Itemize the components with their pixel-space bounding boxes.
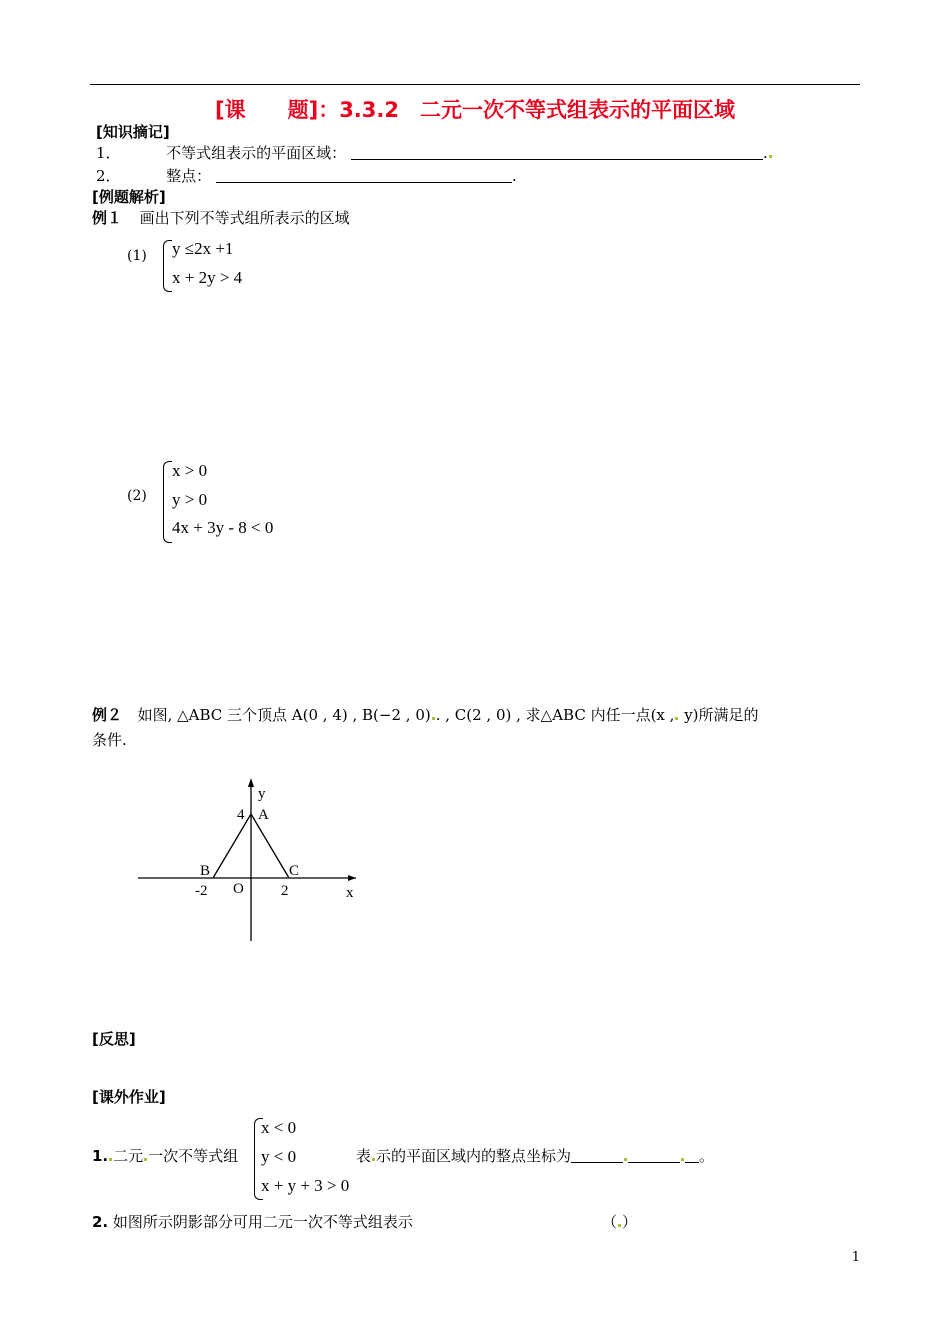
label-c: C	[289, 863, 300, 879]
knowledge-heading: [知识摘记]	[96, 123, 170, 141]
item-label: 不等式组表示的平面区域：	[166, 144, 347, 162]
q1-text-c: 表	[356, 1147, 372, 1165]
answer-blank[interactable]	[685, 1148, 699, 1163]
system-1-brace	[163, 240, 172, 292]
y-arrow-icon	[248, 778, 254, 787]
example-2-text-b: . , C(2 , 0) , 求△ABC 内任一点(x ,	[435, 706, 675, 724]
item-number: 1．	[96, 144, 121, 162]
homework-heading: [课外作业]	[92, 1088, 166, 1106]
system-1-line-2: x + 2y > 4	[172, 268, 243, 287]
answer-blank[interactable]	[571, 1148, 623, 1163]
edge-ab	[213, 814, 251, 878]
system-1-tag: (1)	[127, 248, 147, 264]
example-2-text-c: y)所满足的	[679, 706, 759, 724]
example-2-text-a: 如图, △ABC 三个顶点 A(0 , 4) , B(−2 , 0)	[137, 706, 431, 724]
knowledge-item-2: 2． 整点： .	[96, 167, 517, 185]
examples-heading: [例题解析]	[92, 188, 166, 206]
page-title: [课 题]：3.3.2 二元一次不等式组表示的平面区域	[215, 98, 735, 122]
example-2-line	[92, 704, 759, 725]
system-2-line-2: y > 0	[172, 490, 208, 509]
example-1-text: 画出下列不等式组所表示的区域	[139, 209, 350, 227]
homework-q1-tail: 表 示的平面区域内的整点坐标为 。	[356, 1147, 715, 1165]
example-2-line-2: 条件.	[92, 731, 127, 749]
answer-blank[interactable]	[216, 168, 512, 183]
example-2-label: 例２	[92, 706, 123, 724]
answer-blank[interactable]	[628, 1148, 680, 1163]
example-1-label: 例１	[92, 209, 123, 227]
answer-blank[interactable]	[351, 145, 763, 160]
system-2-line-1: x > 0	[172, 461, 208, 480]
example-1-line	[92, 207, 350, 228]
q2-answer-paren[interactable]: （ ）	[602, 1213, 638, 1231]
top-rule	[90, 84, 860, 85]
q1-system-line-1: x < 0	[261, 1118, 297, 1137]
page-number: 1	[851, 1250, 860, 1265]
item-label: 整点：	[166, 167, 212, 185]
q1-system-line-3: x + y + 3 > 0	[261, 1176, 350, 1195]
label-b: B	[200, 863, 211, 879]
system-2-line-3: 4x + 3y - 8 < 0	[172, 518, 274, 537]
tick-2: 2	[281, 883, 289, 899]
q1-system-line-2: y < 0	[261, 1147, 297, 1166]
q2-text: 如图所示阴影部分可用二元一次不等式组表示	[112, 1213, 413, 1231]
q1-number: 1.	[92, 1147, 109, 1165]
q1-text-a: 二元	[113, 1147, 144, 1165]
triangle-figure	[138, 776, 374, 946]
x-arrow-icon	[348, 875, 356, 881]
q1-text-b: 一次不等式组	[148, 1147, 239, 1165]
reflection-heading: [反思]	[92, 1030, 136, 1048]
system-1-line-1: y ≤2x +1	[172, 239, 234, 258]
system-2-tag: (2)	[127, 488, 147, 504]
tick-4: 4	[237, 807, 245, 823]
edge-ac	[251, 814, 289, 878]
tick-neg2: -2	[195, 883, 208, 899]
homework-q1-lead	[92, 1145, 238, 1166]
item-number: 2．	[96, 167, 121, 185]
label-o: O	[233, 881, 244, 897]
x-axis-label: x	[346, 885, 354, 901]
q2-number: 2.	[92, 1213, 109, 1231]
knowledge-item-1: 1． 不等式组表示的平面区域： .	[96, 142, 773, 163]
system-2-brace	[163, 461, 172, 543]
y-axis-label: y	[258, 786, 266, 802]
homework-q2	[92, 1211, 413, 1232]
q1-text-d: 示的平面区域内的整点坐标为	[376, 1147, 572, 1165]
label-a: A	[258, 807, 269, 823]
